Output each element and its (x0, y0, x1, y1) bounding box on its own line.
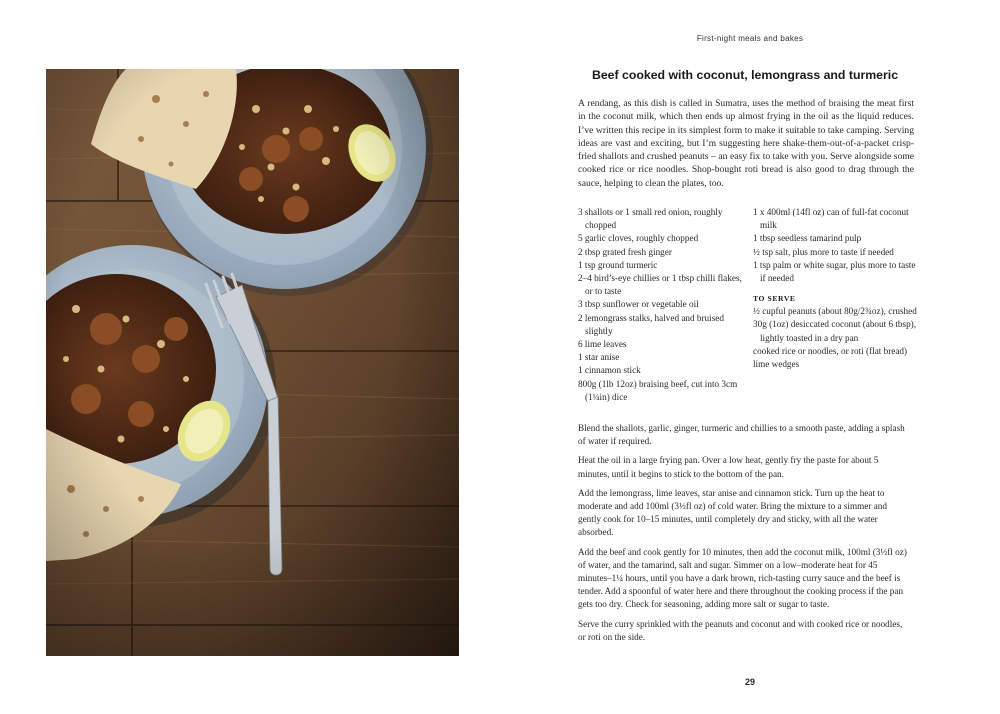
page-number: 29 (744, 677, 755, 687)
food-photo (46, 69, 459, 656)
running-head: First-night meals and bakes (696, 34, 804, 43)
ingredient-item: 800g (1lb 12oz) braising beef, cut into 3cm (1¼in) dice (578, 378, 738, 402)
serve-item: cooked rice or noodles, or roti (flat bread) (753, 345, 908, 356)
ingredient-item: 2 lemongrass stalks, halved and bruised slightly (578, 312, 724, 336)
ingredient-item: 3 shallots or 1 small red onion, roughly chopped (578, 207, 723, 231)
ingredient-item: 1 tbsp seedless tamarind pulp (753, 233, 862, 244)
ingredient-item: 1 tsp palm or white sugar, plus more to taste if needed (753, 259, 916, 284)
ingredients-list-left (578, 206, 748, 404)
ingredient-item: 1 cinnamon stick (578, 365, 641, 376)
ingredient-item: ½ tsp salt, plus more to taste if needed (753, 246, 894, 257)
to-serve-heading: TO SERVE (753, 294, 796, 304)
ingredient-item: 2 tbsp grated fresh ginger (578, 246, 672, 257)
method-step: Serve the curry sprinkled with the peanuts and coconut and with cooked rice or noodles, or roti on the side. (578, 618, 903, 642)
serve-item: 30g (1oz) desiccated coconut (about 6 tbsp), lightly toasted in a dry pan (753, 319, 917, 343)
ingredient-item: 6 lime leaves (578, 339, 627, 350)
food-photo-icon (46, 69, 459, 656)
method-step: Heat the oil in a large frying pan. Over a low heat, gently fry the paste for about 5 minutes, until it begins to stick to the bottom of the pan. (578, 455, 879, 479)
ingredient-item: 1 x 400ml (14fl oz) can of full-fat coconut milk (753, 207, 909, 231)
ingredient-item: 1 star anise (578, 352, 620, 363)
ingredient-item: 1 tsp ground turmeric (578, 259, 658, 270)
method-step: Add the beef and cook gently for 10 minutes, then add the coconut milk, 100ml (3½fl oz) of water, and the tamarind, salt and sugar. Simmer on a low–moderate heat for 45 minutes–1¼ hours, until you have a dark brown, rich-tasting curry sauce and the beef is tender. Add a spoonful of water here and there throughout the cooking process if the pan gets too dry. Check for seasoning, adding more salt or sugar to taste. (578, 546, 907, 610)
method-step: Blend the shallots, garlic, ginger, turmeric and chillies to a smooth paste, adding a splash of water if required. (578, 423, 905, 447)
serve-item: lime wedges (753, 359, 800, 370)
serve-item: ½ cupful peanuts (about 80g/2¾oz), crushed (753, 306, 917, 317)
ingredient-item: 5 garlic cloves, roughly chopped (578, 233, 699, 244)
recipe-title: Beef cooked with coconut, lemongrass and turmeric (591, 68, 899, 82)
ingredients-list-right (753, 206, 918, 371)
recipe-intro: A rendang, as this dish is called in Sumatra, uses the method of braising the meat first in the coconut milk, which then ends up almost frying in the oil as the liquid reduces. I’ve written this recipe in its simplest form to make it suitable to take camping. Serving ideas are vast and exciting, but I’m suggesting here shake-them-out-of-a-packet crisp-fried shallots and crushed peanuts – an easy fix to take with you. Serve alongside some cooked rice or rice noodles. Shop-bought roti bread is also good to drag through the sauce, helping to clean the plates, too. (578, 98, 914, 189)
method-step: Add the lemongrass, lime leaves, star anise and cinnamon stick. Turn up the heat to moderate and add 100ml (3½fl oz) of cold water. Bring the mixture to a simmer and gently cook for 10–15 minutes, until completely dry and sticky, with all the water absorbed. (578, 487, 887, 538)
ingredient-item: 3 tbsp sunflower or vegetable oil (578, 299, 699, 310)
method-section (578, 422, 910, 650)
ingredient-item: 2–4 bird’s-eye chillies or 1 tbsp chilli flakes, or to taste (578, 273, 742, 297)
